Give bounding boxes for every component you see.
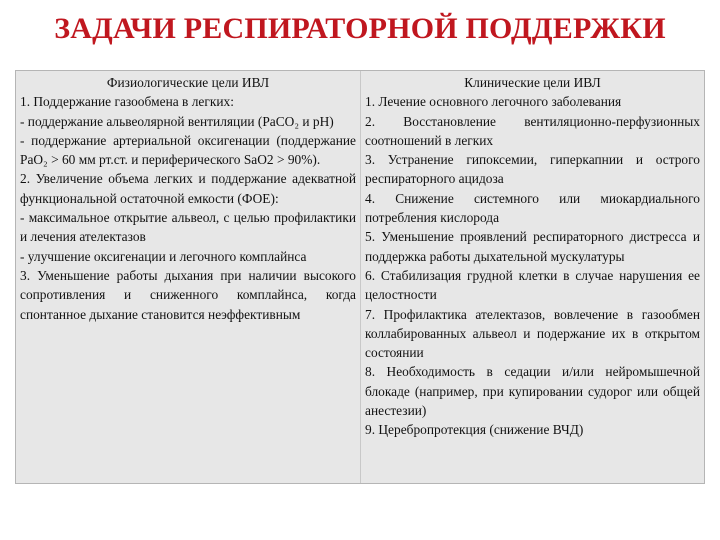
- goals-table: [15, 70, 705, 484]
- clinical-goal-item: 8. Необходимость в седации и/или нейромышечной блокаде (например, при купировании судорог или общей анестезии): [365, 364, 700, 419]
- clinical-goal-item: 7. Профилактика ателектазов, вовлечение в газообмен коллабированных альвеол и подержание их в открытом состоянии: [365, 306, 700, 361]
- clinical-goal-item: 4. Снижение системного или миокардиального потребления кислорода: [365, 190, 700, 226]
- physiological-goal-item: - максимальное открытие альвеол, с целью профилактики и лечения ателектазов: [20, 210, 356, 245]
- clinical-goal-item: 1. Лечение основного легочного заболевания: [365, 94, 622, 110]
- physiological-goal-item: - поддержание альвеолярной вентиляции (PaCO₂ и pH): [20, 113, 334, 129]
- clinical-goals-column: [361, 71, 704, 483]
- clinical-goal-item: 6. Стабилизация грудной клетки в случае нарушения ее целостности: [365, 267, 700, 303]
- physiological-goal-item: 2. Увеличение объема легких и поддержание адекватной функциональной остаточной емкости (ФОЕ):: [20, 171, 356, 206]
- physiological-goals-header: Физиологические цели ИВЛ: [106, 75, 270, 90]
- clinical-goal-item: 5. Уменьшение проявлений респираторного дистресса и поддержка работы дыхательной мускулатуры: [365, 229, 700, 264]
- physiological-goals-column: [16, 71, 361, 483]
- physiological-goal-item: - улучшение оксигенации и легочного комплайнса: [20, 248, 307, 264]
- physiological-goal-item: 1. Поддержание газообмена в легких:: [20, 94, 234, 110]
- physiological-goal-item: - поддержание артериальной оксигенации (поддержание PaO₂ > 60 мм рт.ст. и периферического SaO2 > 90%).: [20, 132, 356, 168]
- clinical-goals-header: Клинические цели ИВЛ: [464, 75, 601, 90]
- slide-title: ЗАДАЧИ РЕСПИРАТОРНОЙ ПОДДЕРЖКИ: [54, 12, 666, 45]
- clinical-goal-item: 9. Церебропротекция (снижение ВЧД): [365, 422, 584, 438]
- clinical-goal-item: 2. Восстановление вентиляционно-перфузионных соотношений в легких: [365, 113, 700, 148]
- physiological-goal-item: 3. Уменьшение работы дыхания при наличии высокого сопротивления и сниженного комплайнса, когда спонтанное дыхание становится неэффективным: [20, 267, 356, 322]
- clinical-goal-item: 3. Устранение гипоксемии, гиперкапнии и острого респираторного ацидоза: [365, 152, 700, 187]
